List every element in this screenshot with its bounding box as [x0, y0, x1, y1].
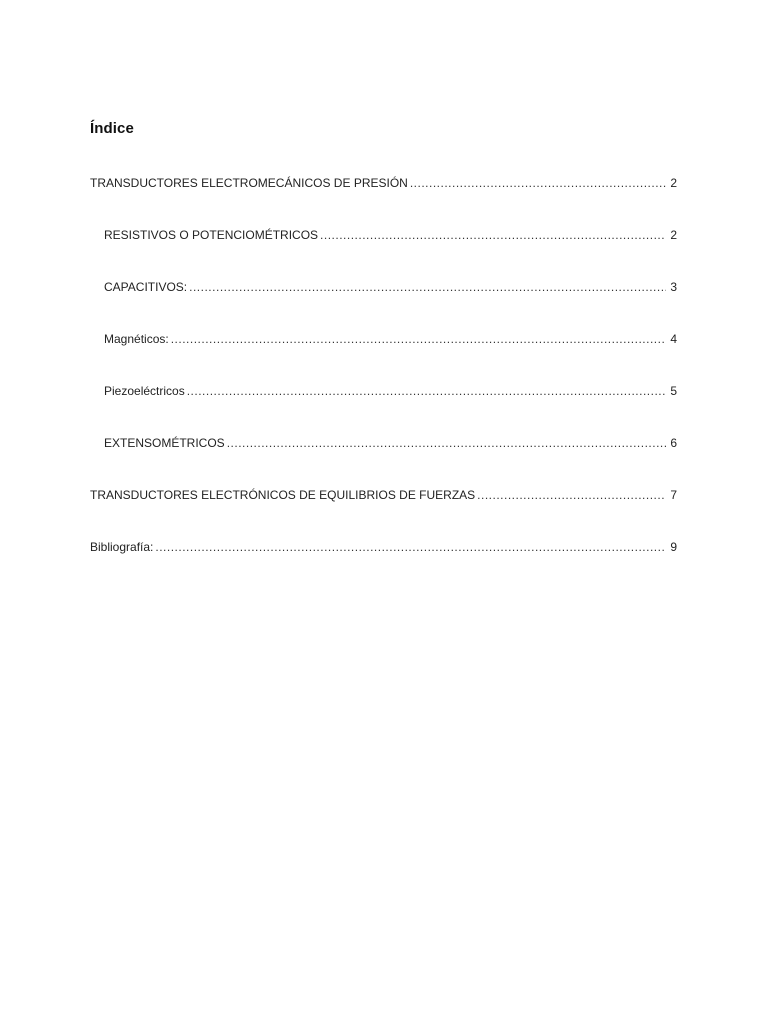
toc-list	[90, 174, 677, 590]
toc-entry-page-number: 9	[670, 540, 677, 554]
toc-entry-extensometricos[interactable]	[90, 434, 677, 452]
toc-dot-leader	[171, 330, 667, 348]
toc-entry-resistivos[interactable]	[90, 226, 677, 244]
toc-dot-leader	[320, 226, 666, 244]
toc-entry-page-number: 6	[670, 436, 677, 450]
toc-entry-bibliografia[interactable]	[90, 538, 677, 556]
toc-entry-transductores-electromecanicos[interactable]	[90, 174, 677, 192]
toc-entry-page-number: 5	[670, 384, 677, 398]
toc-entry-page-number: 2	[670, 228, 677, 242]
document-page	[90, 0, 677, 1024]
toc-entry-label: Bibliografía:	[90, 540, 154, 554]
toc-entry-label: Piezoeléctricos	[104, 384, 185, 398]
toc-dot-leader	[189, 278, 666, 296]
toc-entry-transductores-electronicos[interactable]	[90, 486, 677, 504]
toc-dot-leader	[227, 434, 667, 452]
toc-dot-leader	[477, 486, 666, 504]
toc-entry-label: TRANSDUCTORES ELECTROMECÁNICOS DE PRESIÓN	[90, 176, 408, 190]
toc-entry-label: RESISTIVOS O POTENCIOMÉTRICOS	[104, 228, 319, 242]
toc-dot-leader	[155, 538, 666, 556]
toc-entry-magneticos[interactable]	[90, 330, 677, 348]
toc-dot-leader	[410, 174, 666, 192]
toc-entry-piezoelectricos[interactable]	[90, 382, 677, 400]
toc-entry-page-number: 7	[670, 488, 677, 502]
toc-entry-page-number: 2	[670, 176, 677, 190]
toc-title: Índice	[90, 120, 134, 137]
toc-dot-leader	[187, 382, 667, 400]
toc-entry-page-number: 4	[670, 332, 677, 346]
toc-entry-page-number: 3	[670, 280, 677, 294]
toc-entry-capacitivos[interactable]	[90, 278, 677, 296]
toc-entry-label: CAPACITIVOS:	[104, 280, 188, 294]
toc-entry-label: TRANSDUCTORES ELECTRÓNICOS DE EQUILIBRIOS DE FUERZAS	[90, 488, 476, 502]
toc-entry-label: EXTENSOMÉTRICOS	[104, 436, 225, 450]
toc-entry-label: Magnéticos:	[104, 332, 169, 346]
